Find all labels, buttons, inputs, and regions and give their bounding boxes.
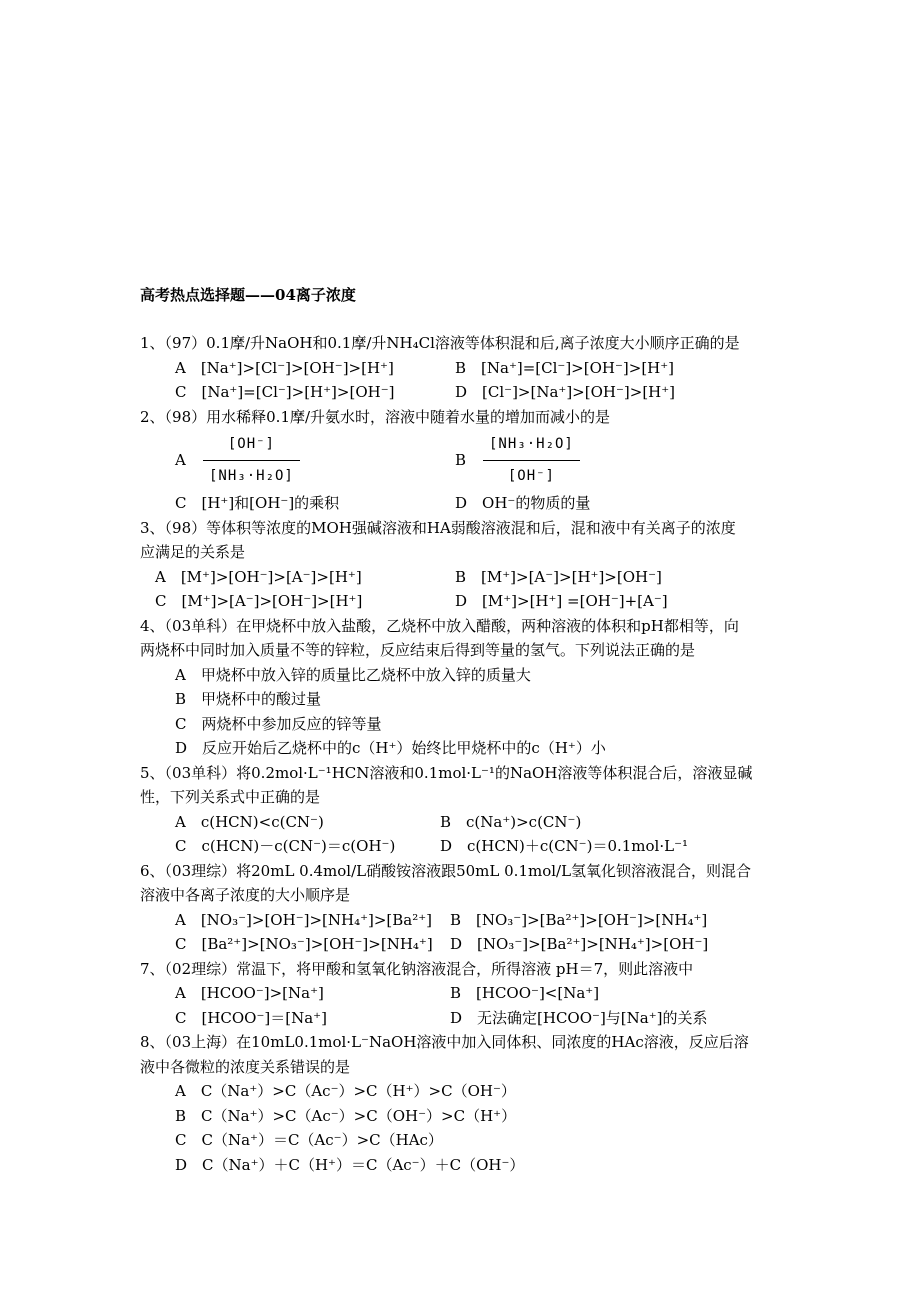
option-c: C [HCOO⁻]＝[Na⁺] — [175, 1008, 327, 1027]
fraction-bar — [203, 460, 300, 461]
option-d: D [NO₃⁻]>[Ba²⁺]>[NH₄⁺]>[OH⁻] — [450, 935, 709, 953]
option-a: A [Na⁺]>[Cl⁻]>[OH⁻]>[H⁺] — [175, 358, 394, 377]
question-stem: 7、（02理综）常温下，将甲酸和氢氧化钠溶液混合，所得溶液 pH＝7，则此溶液中 — [140, 959, 694, 978]
question-stem-cont: 两烧杯中同时加入质量不等的锌粒，反应结束后得到等量的氢气。下列说法正确的是 — [140, 641, 696, 659]
question-stem: 5、（03单科）将0.2mol·L⁻¹HCN溶液和0.1mol·L⁻¹的NaOH溶液等体积混合后，溶液显碱 — [140, 763, 753, 782]
question-8 — [140, 1030, 790, 1177]
option-b: B — [455, 450, 467, 469]
option-b: B [M⁺]>[A⁻]>[H⁺]>[OH⁻] — [455, 567, 662, 586]
option-c: C [H⁺]和[OH⁻]的乘积 — [175, 494, 340, 512]
option-d: D 反应开始后乙烧杯中的c（H⁺）始终比甲烧杯中的c（H⁺）小 — [175, 739, 606, 757]
fraction-denominator: [NH₃·H₂O] — [209, 467, 294, 484]
document-title: 高考热点选择题——04离子浓度 — [140, 286, 356, 304]
question-4 — [140, 614, 790, 761]
fraction-a — [203, 432, 300, 488]
question-stem: 1、（97）0.1摩/升NaOH和0.1摩/升NH₄Cl溶液等体积混和后,离子浓度大小顺序正确的是 — [140, 334, 740, 352]
question-stem: 3、（98）等体积等浓度的MOH强碱溶液和HA弱酸溶液混和后，混和液中有关离子的浓度 — [140, 518, 736, 537]
option-a: A c(HCN)<c(CN⁻) — [175, 812, 324, 831]
fraction-numerator: [OH⁻] — [227, 436, 275, 452]
question-stem: 6、（03理综）将20mL 0.4mol/L硝酸铵溶液跟50mL 0.1mol/L氢氧化钡溶液混合，则混合 — [140, 861, 752, 880]
option-a: A 甲烧杯中放入锌的质量比乙烧杯中放入锌的质量大 — [175, 665, 531, 684]
option-c: C C（Na⁺）＝C（Ac⁻）>C（HAc） — [175, 1131, 443, 1149]
fraction-numerator: [NH₃·H₂O] — [489, 436, 574, 452]
question-stem: 8、（03上海）在10mL0.1mol·L⁻NaOH溶液中加入同体积、同浓度的HAc溶液，反应后溶 — [140, 1033, 749, 1051]
question-6 — [140, 859, 790, 957]
option-b: B C（Na⁺）>C（Ac⁻）>C（OH⁻）>C（H⁺） — [175, 1106, 517, 1125]
option-a: A [HCOO⁻]>[Na⁺] — [175, 984, 324, 1002]
fraction-b — [483, 432, 580, 488]
option-a: A C（Na⁺）>C（Ac⁻）>C（H⁺）>C（OH⁻） — [175, 1082, 516, 1100]
option-c: C [Ba²⁺]>[NO₃⁻]>[OH⁻]>[NH₄⁺] — [175, 935, 433, 953]
option-a: A [M⁺]>[OH⁻]>[A⁻]>[H⁺] — [155, 567, 362, 586]
option-b: B [NO₃⁻]>[Ba²⁺]>[OH⁻]>[NH₄⁺] — [450, 910, 708, 929]
question-3 — [140, 516, 790, 614]
option-b: B [Na⁺]=[Cl⁻]>[OH⁻]>[H⁺] — [455, 358, 675, 377]
option-c: C [M⁺]>[A⁻]>[OH⁻]>[H⁺] — [155, 592, 363, 610]
fraction-bar — [483, 460, 580, 461]
document-page — [140, 284, 790, 1177]
question-7 — [140, 957, 790, 1031]
question-stem-cont: 溶液中各离子浓度的大小顺序是 — [140, 886, 351, 904]
question-stem-cont: 应满足的关系是 — [140, 543, 246, 561]
option-c: C c(HCN)－c(CN⁻)＝c(OH⁻) — [175, 837, 396, 855]
option-a: A — [175, 450, 186, 469]
question-1 — [140, 331, 790, 405]
option-d: D C（Na⁺）＋C（H⁺）＝C（Ac⁻）＋C（OH⁻） — [175, 1155, 525, 1174]
option-b: B [HCOO⁻]<[Na⁺] — [450, 984, 600, 1002]
option-d: D c(HCN)＋c(CN⁻)＝0.1mol·L⁻¹ — [440, 837, 689, 855]
question-2 — [140, 405, 790, 516]
fraction-denominator: [OH⁻] — [507, 467, 555, 484]
question-stem-cont: 液中各微粒的浓度关系错误的是 — [140, 1057, 351, 1076]
option-b: B c(Na⁺)>c(CN⁻) — [440, 812, 582, 831]
option-d: D [Cl⁻]>[Na⁺]>[OH⁻]>[H⁺] — [455, 383, 676, 401]
question-stem: 4、（03单科）在甲烧杯中放入盐酸，乙烧杯中放入醋酸，两种溶液的体积和pH都相等，向 — [140, 616, 739, 635]
option-b: B 甲烧杯中的酸过量 — [175, 690, 322, 708]
option-c: C 两烧杯中参加反应的锌等量 — [175, 714, 382, 733]
question-stem-cont: 性，下列关系式中正确的是 — [140, 788, 321, 806]
option-d: D [M⁺]>[H⁺] =[OH⁻]+[A⁻] — [455, 592, 668, 610]
question-stem: 2、（98）用水稀释0.1摩/升氨水时，溶液中随着水量的增加而减小的是 — [140, 407, 611, 426]
question-5 — [140, 761, 790, 859]
option-a: A [NO₃⁻]>[OH⁻]>[NH₄⁺]>[Ba²⁺] — [175, 910, 433, 929]
option-d: D 无法确定[HCOO⁻]与[Na⁺]的关系 — [450, 1008, 708, 1027]
option-c: C [Na⁺]=[Cl⁻]>[H⁺]>[OH⁻] — [175, 383, 395, 401]
option-d: D OH⁻的物质的量 — [455, 494, 591, 512]
